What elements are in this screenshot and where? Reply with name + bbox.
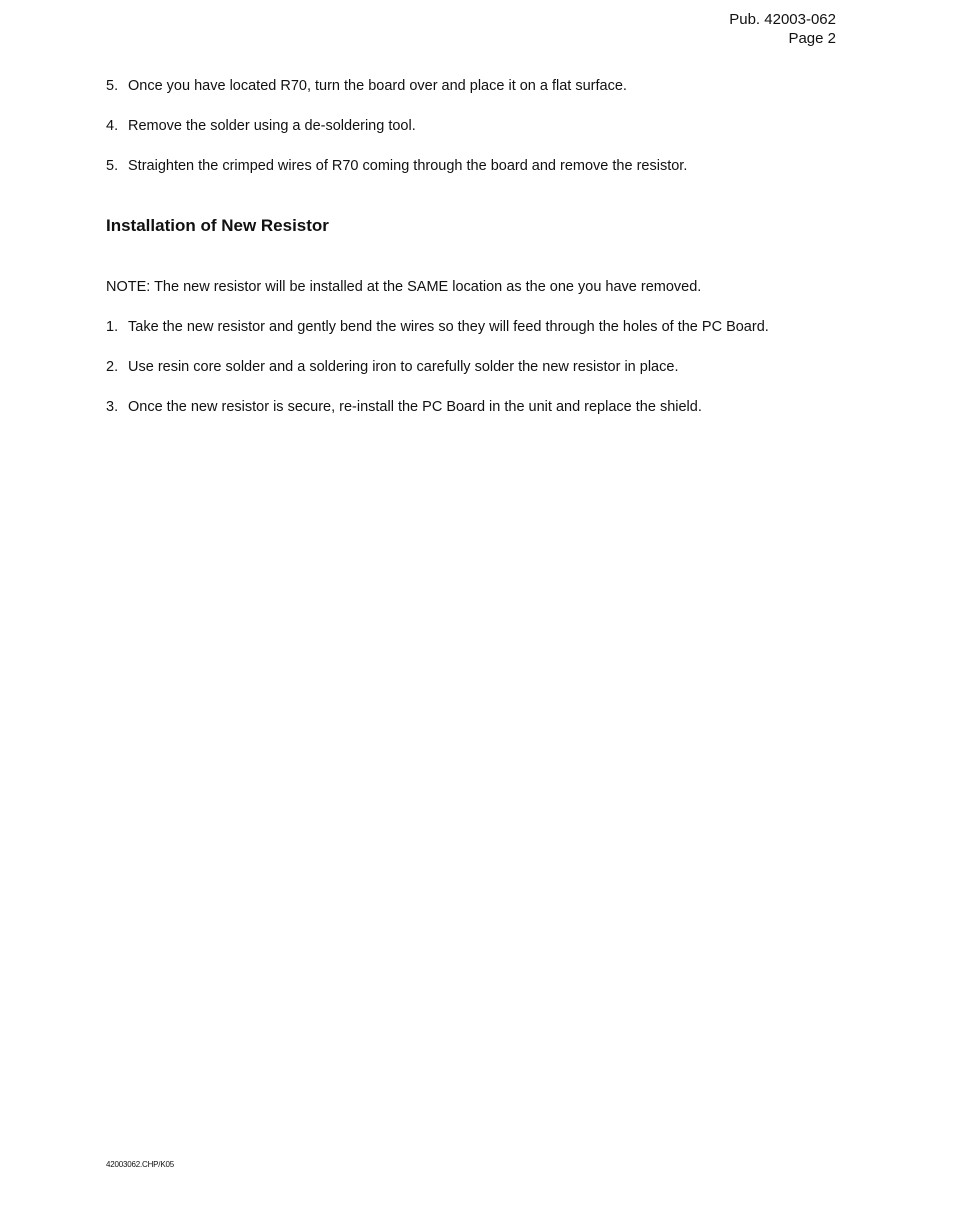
- removal-step: [106, 76, 846, 96]
- installation-step: [106, 397, 846, 417]
- publication-number: Pub. 42003-062: [729, 11, 836, 28]
- step-text: Straighten the crimped wires of R70 coming through the board and remove the resistor.: [128, 158, 688, 174]
- step-number: 4.: [106, 118, 119, 134]
- step-text: Once you have located R70, turn the board over and place it on a flat surface.: [128, 78, 627, 94]
- section-heading: Installation of New Resistor: [106, 216, 329, 235]
- installation-step: [106, 317, 846, 337]
- step-number: 5.: [106, 158, 119, 174]
- step-text: Remove the solder using a de-soldering tool.: [128, 118, 416, 134]
- page-header: [729, 10, 836, 48]
- installation-note: NOTE: The new resistor will be installed at the SAME location as the one you have removed.: [106, 279, 702, 295]
- page-number: Page 2: [788, 30, 836, 47]
- step-text: Use resin core solder and a soldering iron to carefully solder the new resistor in place.: [128, 359, 679, 375]
- step-text: Take the new resistor and gently bend the wires so they will feed through the holes of the PC Board.: [128, 319, 769, 335]
- step-number: 5.: [106, 78, 119, 94]
- document-footer-code: 42003062.CHP/K05: [106, 1160, 174, 1169]
- removal-step: [106, 116, 846, 136]
- step-number: 3.: [106, 399, 119, 415]
- removal-step: [106, 156, 846, 176]
- step-number: 1.: [106, 319, 119, 335]
- step-text: Once the new resistor is secure, re-install the PC Board in the unit and replace the shield.: [128, 399, 702, 415]
- step-number: 2.: [106, 359, 119, 375]
- installation-step: [106, 357, 846, 377]
